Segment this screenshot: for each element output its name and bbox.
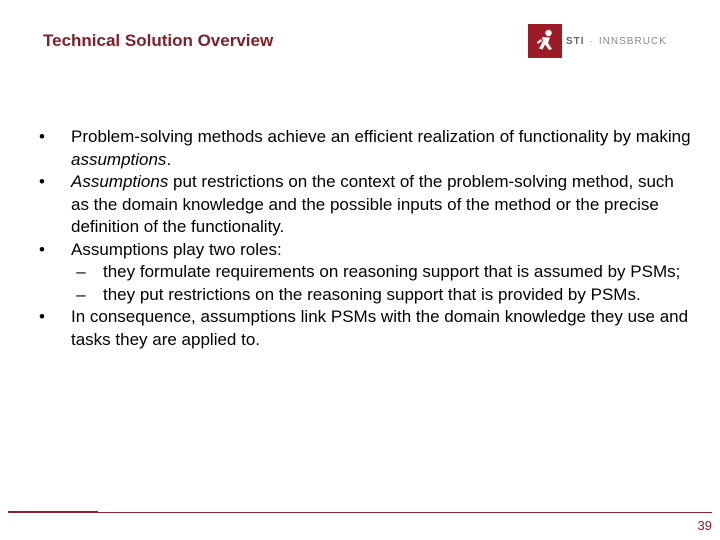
bullet-marker: • bbox=[39, 127, 45, 146]
bullet-item-1 bbox=[32, 126, 692, 171]
bullet-list bbox=[32, 126, 692, 351]
slide-title: Technical Solution Overview bbox=[43, 31, 274, 50]
bullet-item-3 bbox=[32, 239, 692, 307]
bullet-marker: • bbox=[39, 307, 45, 326]
sub-item-2 bbox=[71, 284, 692, 307]
sub-item-1 bbox=[71, 261, 692, 284]
logo-separator: · bbox=[589, 35, 594, 47]
bullet-item-2 bbox=[32, 171, 692, 239]
sub-item-text: they formulate requirements on reasoning support that is assumed by PSMs; bbox=[103, 262, 681, 281]
bullet-text-end: . bbox=[166, 149, 172, 169]
bullet-marker: • bbox=[39, 239, 45, 259]
bullet-marker: • bbox=[39, 172, 45, 191]
logo-sti: STI bbox=[566, 35, 585, 47]
running-figure-icon bbox=[528, 24, 562, 58]
logo-innsbruck: INNSBRUCK bbox=[598, 35, 667, 47]
bullet-emphasis: Assumptions bbox=[71, 172, 169, 191]
sti-innsbruck-logo bbox=[528, 24, 667, 58]
bullet-text: Assumptions play two roles: bbox=[71, 239, 282, 259]
footer-divider bbox=[8, 512, 712, 513]
logo-wordmark bbox=[566, 36, 667, 47]
bullet-emphasis: assumptions bbox=[71, 149, 167, 169]
bullet-text: Problem-solving methods achieve an efficient realization of functionality by making bbox=[71, 127, 691, 146]
dash-marker: – bbox=[76, 284, 86, 304]
bullet-text: In consequence, assumptions link PSMs with the domain knowledge they use and tasks they are applied to. bbox=[71, 307, 689, 349]
page-number: 39 bbox=[697, 518, 712, 533]
bullet-item-4 bbox=[32, 306, 692, 351]
sub-item-text: they put restrictions on the reasoning support that is provided by PSMs. bbox=[103, 284, 641, 304]
dash-marker: – bbox=[76, 262, 86, 281]
bullet-text: put restrictions on the context of the problem-solving method, such as the domain knowledge and the possible inputs of the method or the precise definition of the functionality. bbox=[71, 172, 674, 236]
sub-list bbox=[71, 261, 692, 306]
logo-figure-icon bbox=[528, 24, 562, 58]
